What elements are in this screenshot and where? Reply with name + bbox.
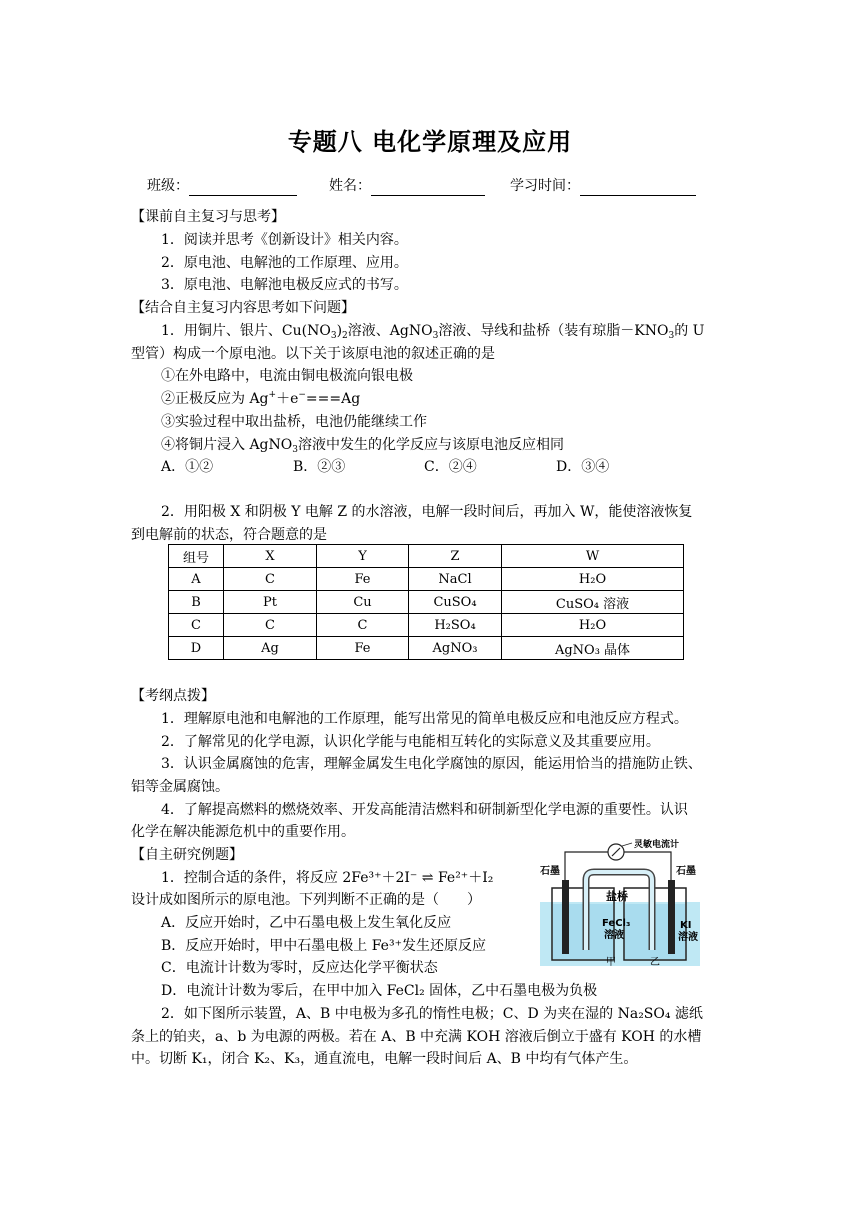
outline-item: 化学在解决能源危机中的重要作用。 bbox=[131, 824, 355, 840]
graphite-electrode-left bbox=[562, 880, 569, 954]
ex2-line: 中。切断 K₁，闭合 K₂、K₃，通直流电，电解一段时间后 A、B 中均有气体产生。 bbox=[131, 1051, 638, 1067]
outline-item: 1．理解原电池和电解池的工作原理，能写出常见的简单电极反应和电池反应方程式。 bbox=[161, 711, 688, 727]
class-field bbox=[147, 176, 297, 196]
table-header-row bbox=[169, 545, 684, 568]
name-field bbox=[329, 176, 485, 196]
left-solution-label: 溶液 bbox=[604, 930, 624, 941]
galvanic-cell-diagram bbox=[536, 838, 704, 968]
outline-item: 2．了解常见的化学电源，认识化学能与电能相互转化的实际意义及其重要应用。 bbox=[161, 734, 660, 750]
beaker-left-label: 甲 bbox=[606, 957, 616, 968]
outline-item: 铝等金属腐蚀。 bbox=[131, 779, 229, 795]
review-item: 2．原电池、电解池的工作原理、应用。 bbox=[161, 255, 408, 271]
galvanometer-label: 灵敏电流计 bbox=[634, 840, 680, 850]
table-cell: AgNO₃ 晶体 bbox=[502, 637, 684, 660]
q1-choice-d[interactable]: D．③④ bbox=[556, 459, 610, 475]
review-item: 3．原电池、电解池电极反应式的书写。 bbox=[161, 277, 408, 293]
table-cell: C bbox=[224, 614, 317, 637]
ex1-line1: 1．控制合适的条件，将反应 2Fe³⁺＋2I⁻ ⇌ Fe²⁺＋I₂ bbox=[161, 870, 494, 886]
q1-option-3: ③实验过程中取出盐桥，电池仍能继续工作 bbox=[161, 414, 427, 430]
graphite-label-left: 石墨 bbox=[540, 866, 560, 877]
section-outline-heading: 【考纲点拨】 bbox=[131, 688, 215, 704]
graphite-electrode-right bbox=[668, 880, 675, 954]
table-cell: Ag bbox=[224, 637, 317, 660]
ex1-choice-c[interactable]: C．电流计计数为零时，反应达化学平衡状态 bbox=[161, 960, 438, 976]
table-cell: Pt bbox=[224, 591, 317, 614]
q1-choice-c[interactable]: C．②④ bbox=[424, 459, 477, 475]
name-blank[interactable] bbox=[371, 179, 485, 196]
q2-line1: 2．用阳极 X 和阴极 Y 电解 Z 的水溶液，电解一段时间后，再加入 W，能使溶液恢复 bbox=[161, 504, 693, 520]
study-time-blank[interactable] bbox=[580, 179, 696, 196]
table-header: 组号 bbox=[169, 545, 224, 568]
table-cell: C bbox=[169, 614, 224, 637]
graphite-label-right: 石墨 bbox=[676, 866, 696, 877]
table-cell: A bbox=[169, 568, 224, 591]
q1-choice-a[interactable]: A．①② bbox=[161, 459, 214, 475]
table-header: X bbox=[224, 545, 317, 568]
q1-option-2: ②正极反应为 Ag+＋e−===Ag bbox=[161, 390, 361, 407]
ex1-line2: 设计成如图所示的原电池。下列判断不正确的是（ ） bbox=[131, 892, 481, 908]
section-examples-heading: 【自主研究例题】 bbox=[131, 847, 243, 863]
ex2-line: 条上的铂夹，a、b 为电源的两极。若在 A、B 中充满 KOH 溶液后倒立于盛有 KOH 的水槽 bbox=[131, 1029, 702, 1045]
section-review-heading: 【课前自主复习与思考】 bbox=[131, 209, 285, 225]
table-header: Z bbox=[409, 545, 502, 568]
table-row bbox=[169, 637, 684, 660]
q2-line2: 到电解前的状态，符合题意的是 bbox=[131, 527, 327, 543]
q1-line2: 型管）构成一个原电池。以下关于该原电池的叙述正确的是 bbox=[131, 346, 495, 362]
table-cell: D bbox=[169, 637, 224, 660]
q1-choice-b[interactable]: B．②③ bbox=[293, 459, 346, 475]
table-cell: C bbox=[317, 614, 409, 637]
outline-item: 4．了解提高燃料的燃烧效率、开发高能清洁燃料和研制新型化学电源的重要性。认识 bbox=[161, 802, 688, 818]
table-cell: H₂O bbox=[502, 614, 684, 637]
table-cell: Fe bbox=[317, 568, 409, 591]
ex1-choice-b[interactable]: B．反应开始时，甲中石墨电极上 Fe³⁺发生还原反应 bbox=[161, 938, 486, 954]
table-row bbox=[169, 614, 684, 637]
table-cell: B bbox=[169, 591, 224, 614]
class-label: 班级： bbox=[147, 178, 189, 194]
ex2-line: 2．如下图所示装置，A、B 中电极为多孔的惰性电极；C、D 为夹在湿的 Na₂SO₄ 滤纸 bbox=[161, 1006, 703, 1022]
q1-line1: 1．用铜片、银片、$Cu(NO_3)_2$溶液、AgNO$_3$溶液、导线和盐桥（装有琼脂$-KNO_3$的 U bbox=[161, 323, 705, 341]
table-cell: H₂O bbox=[502, 568, 684, 591]
table-cell: CuSO₄ bbox=[409, 591, 502, 614]
table-cell: Fe bbox=[317, 637, 409, 660]
beaker-right-label: 乙 bbox=[650, 957, 660, 968]
electrolysis-table bbox=[168, 544, 684, 660]
ex1-choice-a[interactable]: A．反应开始时，乙中石墨电极上发生氧化反应 bbox=[161, 915, 452, 931]
table-cell: CuSO₄ 溶液 bbox=[502, 591, 684, 614]
table-cell: NaCl bbox=[409, 568, 502, 591]
table-row bbox=[169, 591, 684, 614]
table-cell: Cu bbox=[317, 591, 409, 614]
study-time-field bbox=[510, 176, 696, 196]
table-header: W bbox=[502, 545, 684, 568]
page-title: 专题八 电化学原理及应用 bbox=[287, 128, 573, 156]
left-solution-label: FeCl₃ bbox=[602, 918, 631, 929]
table-row bbox=[169, 568, 684, 591]
study-time-label: 学习时间： bbox=[510, 178, 580, 194]
table-cell: AgNO₃ bbox=[409, 637, 502, 660]
right-solution-label: 溶液 bbox=[678, 932, 698, 943]
table-cell: H₂SO₄ bbox=[409, 614, 502, 637]
outline-item: 3．认识金属腐蚀的危害，理解金属发生电化学腐蚀的原因，能运用恰当的措施防止铁、 bbox=[161, 756, 702, 772]
q1-option-1: ①在外电路中，电流由铜电极流向银电极 bbox=[161, 368, 413, 384]
table-header: Y bbox=[317, 545, 409, 568]
ex1-choice-d[interactable]: D．电流计计数为零后，在甲中加入 FeCl₂ 固体，乙中石墨电极为负极 bbox=[161, 983, 598, 999]
section-think-heading: 【结合自主复习内容思考如下问题】 bbox=[131, 300, 355, 316]
review-item: 1．阅读并思考《创新设计》相关内容。 bbox=[161, 232, 408, 248]
right-solution-label: KI bbox=[680, 920, 692, 931]
table-cell: C bbox=[224, 568, 317, 591]
name-label: 姓名： bbox=[329, 178, 371, 194]
salt-bridge-label: 盐桥 bbox=[606, 890, 628, 903]
class-blank[interactable] bbox=[189, 179, 297, 196]
q1-option-4: ④将铜片浸入 AgNO$_3$溶液中发生的化学反应与该原电池反应相同 bbox=[161, 437, 564, 455]
